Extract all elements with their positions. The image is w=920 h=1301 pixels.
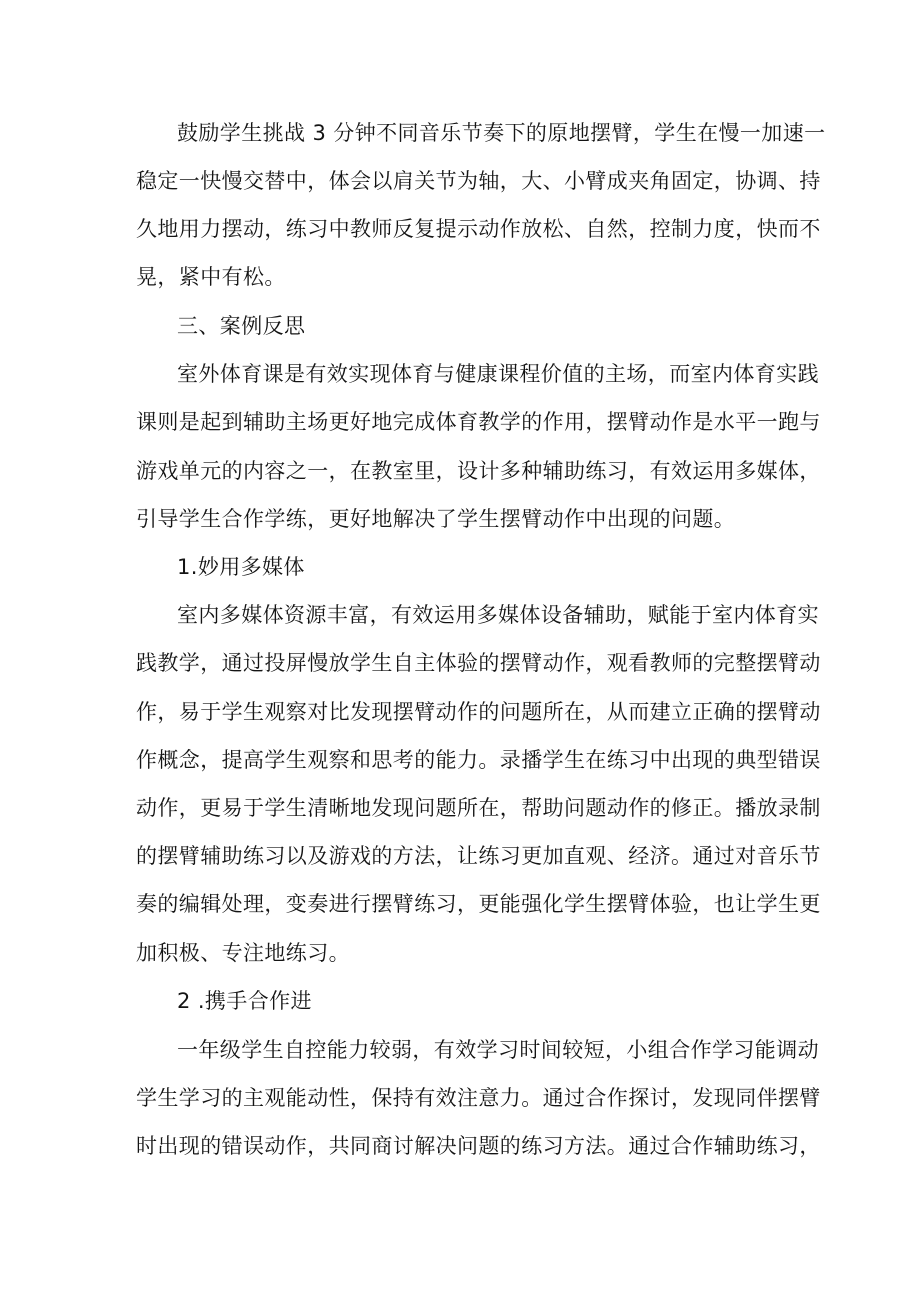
paragraph-2-line-1: 室外体育课是有效实现体育与健康课程价值的主场，而室内体育实践 [177, 362, 819, 386]
paragraph-3-line-8: 加积极、专注地练习。 [136, 941, 350, 965]
paragraph-1-line-3: 久地用力摆动，练习中教师反复提示动作放松、自然，控制力度，快而不 [136, 217, 821, 241]
paragraph-2-line-2: 课则是起到辅助主场更好地完成体育教学的作用，摆臂动作是水平一跑与 [136, 410, 821, 434]
paragraph-1-line-4: 晃，紧中有松。 [136, 265, 286, 289]
paragraph-4-line-2: 学生学习的主观能动性，保持有效注意力。通过合作探讨，发现同伴摆臂 [136, 1086, 821, 1110]
section-heading-reflection: 三、案例反思 [177, 314, 306, 338]
paragraph-4-line-3: 时出现的错误动作，共同商讨解决问题的练习方法。通过合作辅助练习， [136, 1134, 821, 1158]
paragraph-3-line-6: 的摆臂辅助练习以及游戏的方法，让练习更加直观、经济。通过对音乐节 [136, 844, 821, 868]
paragraph-3-line-5: 动作，更易于学生清晰地发现问题所在，帮助问题动作的修正。播放录制 [136, 796, 821, 820]
paragraph-3-line-3: 作，易于学生观察对比发现摆臂动作的问题所在，从而建立正确的摆臂动 [136, 700, 821, 724]
paragraph-2-line-4: 引导学生合作学练，更好地解决了学生摆臂动作中出现的问题。 [136, 507, 736, 531]
subheading-2: 2 .携手合作进 [177, 989, 312, 1013]
paragraph-1-line-2: 稳定一快慢交替中，体会以肩关节为轴，大、小臂成夹角固定，协调、持 [136, 169, 821, 193]
paragraph-3-line-2: 践教学，通过投屏慢放学生自主体验的摆臂动作，观看教师的完整摆臂动 [136, 651, 821, 675]
paragraph-3-line-1: 室内多媒体资源丰富，有效运用多媒体设备辅助，赋能于室内体育实 [177, 603, 819, 627]
subheading-1: 1.妙用多媒体 [177, 555, 305, 579]
paragraph-1-line-1: 鼓励学生挑战 3 分钟不同音乐节奏下的原地摆臂，学生在慢一加速一 [177, 121, 826, 145]
paragraph-4-line-1: 一年级学生自控能力较弱，有效学习时间较短，小组合作学习能调动 [177, 1038, 819, 1062]
paragraph-3-line-7: 奏的编辑处理，变奏进行摆臂练习，更能强化学生摆臂体验，也让学生更 [136, 892, 821, 916]
paragraph-3-line-4: 作概念，提高学生观察和思考的能力。录播学生在练习中出现的典型错误 [136, 748, 821, 772]
paragraph-2-line-3: 游戏单元的内容之一，在教室里，设计多种辅助练习，有效运用多媒体， [136, 459, 821, 483]
